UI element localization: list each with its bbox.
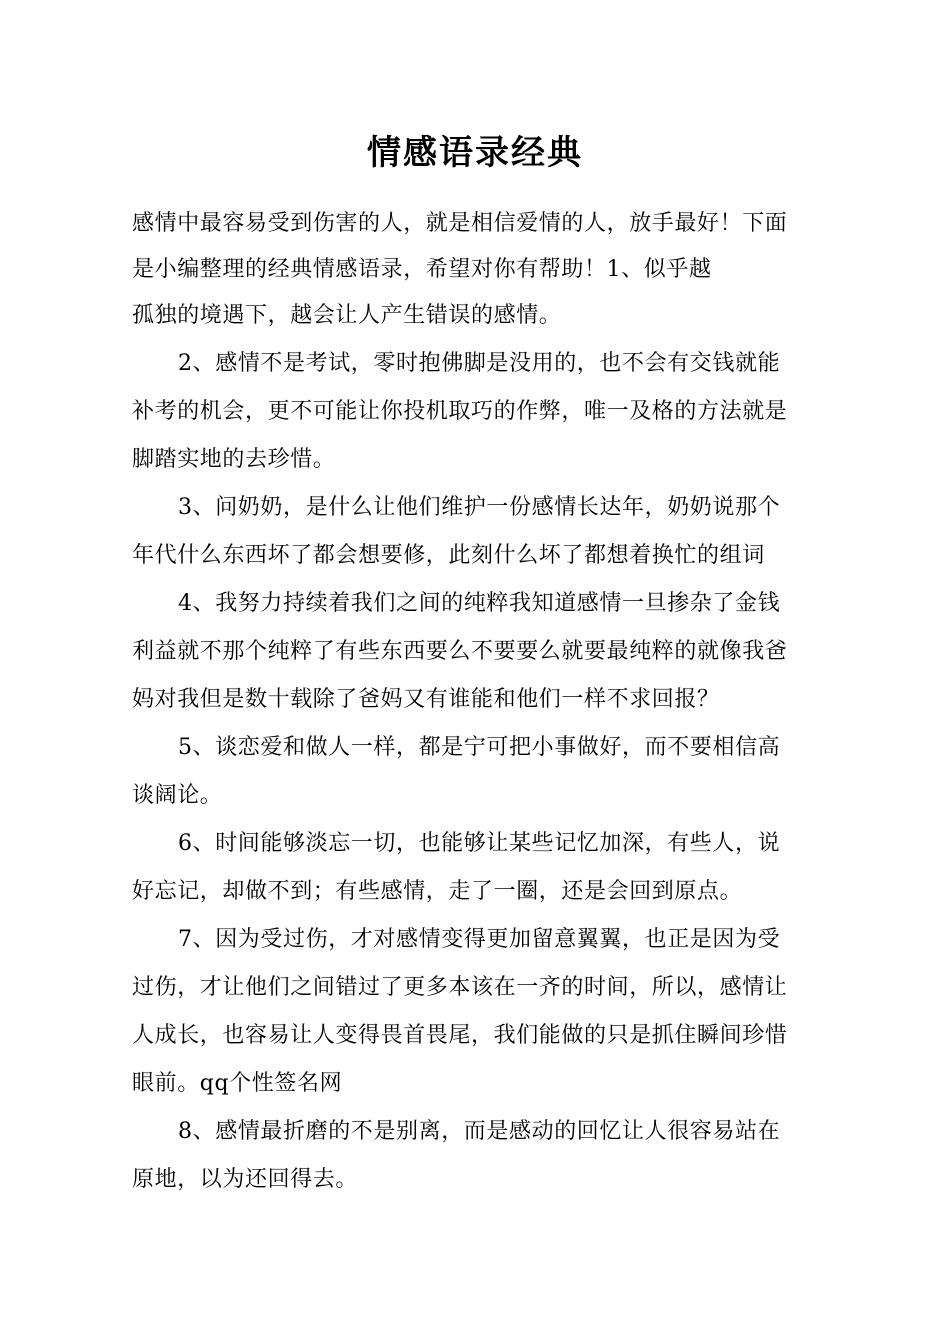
text-line: 3、问奶奶，是什么让他们维护一份感情长达年，奶奶说那个 [178, 495, 781, 520]
text-line: 6、时间能够淡忘一切，也能够让某些记忆加深，有些人，说 [178, 831, 781, 856]
text-line: 妈对我但是数十载除了爸妈又有谁能和他们一样不求回报？ [132, 687, 720, 712]
text-line: 孤独的境遇下，越会让人产生错误的感情。 [132, 303, 562, 328]
text-line: 年代什么东西坏了都会想要修，此刻什么坏了都想着换忙的组词 [132, 543, 765, 568]
text-line: 感情中最容易受到伤害的人，就是相信爱情的人，放手最好！下面 [132, 211, 788, 236]
text-line: 8、感情最折磨的不是别离，而是感动的回忆让人很容易站在 [178, 1119, 781, 1144]
text-line: 2、感情不是考试，零时抱佛脚是没用的，也不会有交钱就能 [178, 351, 781, 376]
text-line: 是小编整理的经典情感语录，希望对你有帮助！1、似乎越 [132, 257, 712, 282]
text-line: 补考的机会，更不可能让你投机取巧的作弊，唯一及格的方法就是 [132, 399, 788, 424]
text-line: 利益就不那个纯粹了有些东西要么不要要么就要最纯粹的就像我爸 [132, 639, 788, 664]
text-line: 7、因为受过伤，才对感情变得更加留意翼翼，也正是因为受 [178, 927, 781, 952]
text-line: 原地，以为还回得去。 [132, 1167, 359, 1192]
text-line: 谈阔论。 [132, 783, 223, 808]
document-body [132, 200, 822, 1204]
text-line: 5、谈恋爱和做人一样，都是宁可把小事做好，而不要相信高 [178, 735, 781, 760]
text-line: 眼前。qq个性签名网 [132, 1071, 343, 1096]
page-title: 情感语录经典 [367, 133, 583, 173]
text-line: 脚踏实地的去珍惜。 [132, 447, 336, 472]
text-line: 人成长，也容易让人变得畏首畏尾，我们能做的只是抓住瞬间珍惜 [132, 1023, 788, 1048]
text-line: 过伤，才让他们之间错过了更多本该在一齐的时间，所以，感情让 [132, 975, 788, 1000]
text-line: 4、我努力持续着我们之间的纯粹我知道感情一旦掺杂了金钱 [178, 591, 781, 616]
text-line: 好忘记，却做不到；有些感情，走了一圈，还是会回到原点。 [132, 879, 743, 904]
